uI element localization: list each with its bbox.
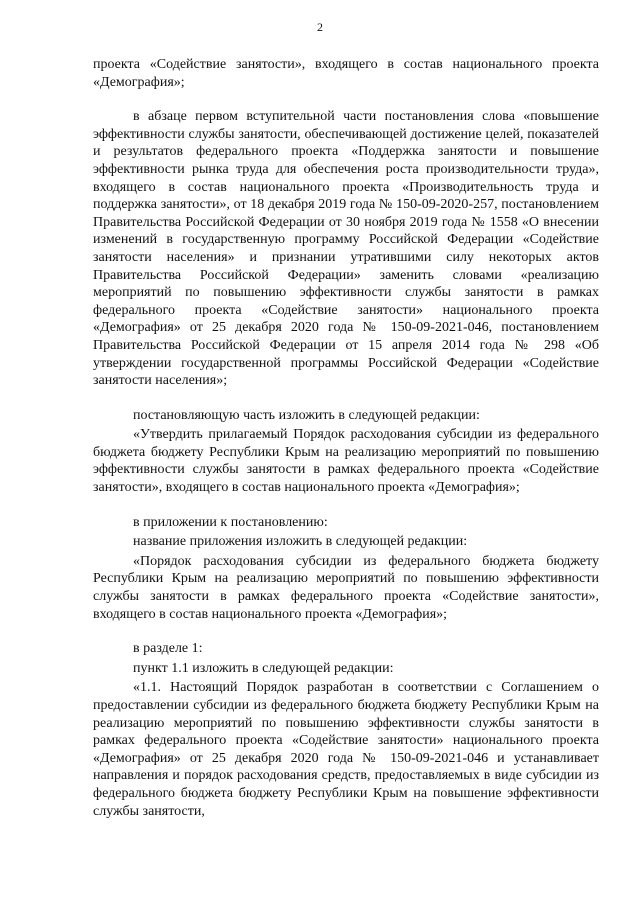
paragraph-appendix-title: «Порядок расходования субсидии из федерального бюджета бюджету Республики Крым на реализацию мероприятий по повышению эффективности службы занятости в рамках федерального проекта «Содействие занятости», входящего в состав национального проекта «Демография»; (93, 553, 599, 622)
paragraph-appendix-intro: в приложении к постановлению: (133, 514, 328, 530)
paragraph-section-1-intro: в разделе 1: (133, 641, 203, 657)
paragraph-approve-order: «Утвердить прилагаемый Порядок расходования субсидии из федерального бюджета бюджету Республики Крым на реализацию мероприятий по повышению эффективности службы занятости в рамках федерального проекта «Содействие занятости», входящего в состав национального проекта «Демография»; (93, 427, 599, 496)
document-body (93, 56, 599, 820)
paragraph-appendix-title-intro: название приложения изложить в следующей редакции: (133, 534, 468, 550)
paragraph-operative-part-intro: постановляющую часть изложить в следующей редакции: (133, 407, 480, 423)
paragraph-item-1-1-intro: пункт 1.1 изложить в следующей редакции: (133, 660, 394, 676)
paragraph-preamble-amendment: в абзаце первом вступительной части постановления слова «повышение эффективности службы занятости, обеспечивающей достижение целей, показателей и результатов федерального проекта «Поддержка занятости и повышение эффективности рынка труда для обеспечения роста производительности труда», входящего в состав национального проекта «Производительность труда и поддержка занятости», от 18 декабря 2019 года № 150-09-2020-257, постановлением Правительства Российской Федерации от 30 ноября 2019 года № 1558 «О внесении изменений в государственную программу Российской Федерации «Содействие занятости населения» и признании утратившими силу некоторых актов Правительства Российской Федерации» заменить словами «реализацию мероприятий по повышению эффективности службы занятости в рамках федерального проекта «Содействие занятости» национального проекта «Демография» от 25 декабря 2020 года № 150-09-2021-046, постановлением Правительства Российской Федерации от 15 апреля 2014 года № 298 «Об утверждении государственной программы Российской Федерации «Содействие занятости населения»; (93, 109, 599, 389)
page-number: 2 (317, 20, 323, 34)
paragraph-project-continuation: проекта «Содействие занятости», входящего в состав национального проекта «Демография»; (93, 57, 599, 90)
paragraph-item-1-1: «1.1. Настоящий Порядок разработан в соответствии с Соглашением о предоставлении субсидии из федерального бюджета бюджету Республики Крым на реализацию мероприятий по повышению эффективности службы занятости в рамках федерального проекта «Содействие занятости» национального проекта «Демография» от 25 декабря 2020 года № 150-09-2021-046 и устанавливает направления и порядок расходования средств, предоставляемых в виде субсидии из федерального бюджета бюджету Республики Крым на повышение эффективности службы занятости, (93, 680, 599, 819)
